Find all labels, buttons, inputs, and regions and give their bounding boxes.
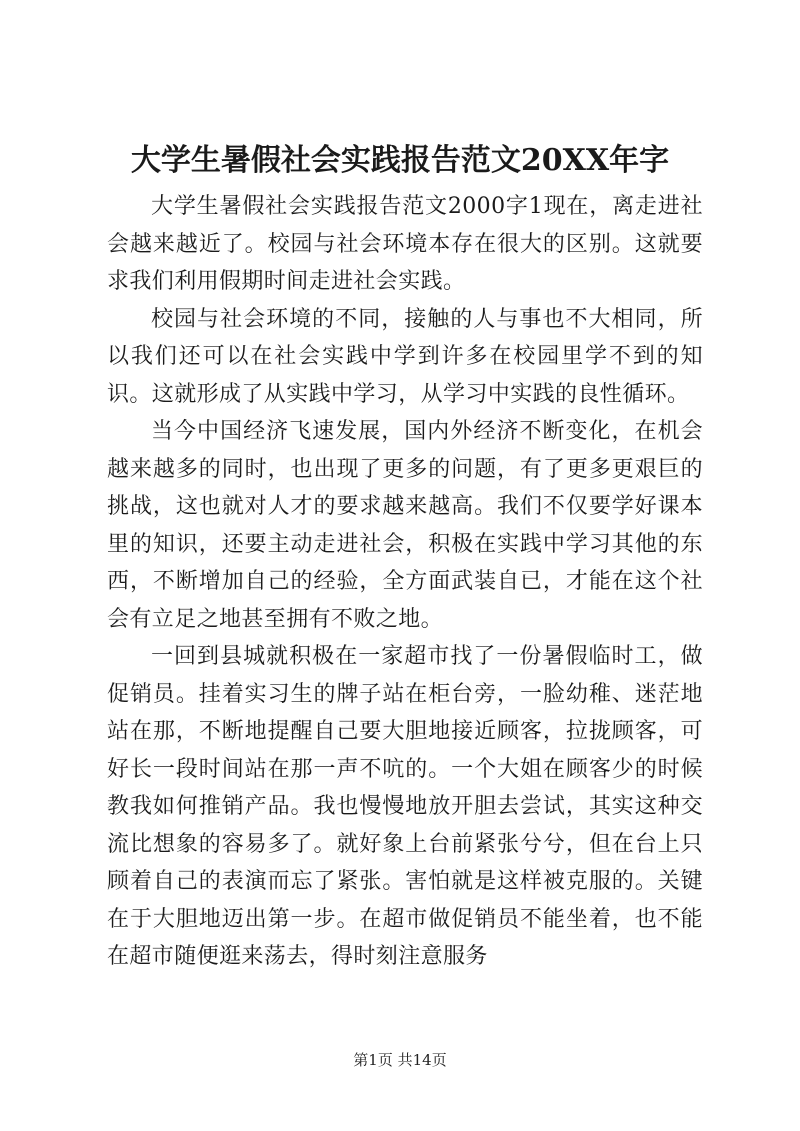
- paragraph-2: 校园与社会环境的不同，接触的人与事也不大相同，所以我们还可以在社会实践中学到许多在校园里学不到的知识。这就形成了从实践中学习，从学习中实践的良性循环。: [107, 306, 703, 407]
- document-title: 大学生暑假社会实践报告范文20XX年字: [130, 143, 670, 178]
- page-number-footer: 第1页 共14页: [353, 1051, 447, 1069]
- paragraph-4: 一回到县城就积极在一家超市找了一份暑假临时工，做促销员。挂着实习生的牌子站在柜台旁，一脸幼稚、迷茫地站在那，不断地提醒自己要大胆地接近顾客，拉拢顾客，可好长一段时间站在那一声不吭的。一个大姐在顾客少的时候教我如何推销产品。我也慢慢地放开胆去尝试，其实这种交流比想象的容易多了。就好象上台前紧张兮兮，但在台上只顾着自己的表演而忘了紧张。害怕就是这样被克服的。关键在于大胆地迈出第一步。在超市做促销员不能坐着，也不能在超市随便逛来荡去，得时刻注意服务: [107, 644, 703, 969]
- paragraph-3: 当今中国经济飞速发展，国内外经济不断变化，在机会越来越多的同时，也出现了更多的问题，有了更多更艰巨的挑战，这也就对人才的要求越来越高。我们不仅要学好课本里的知识，还要主动走进社会，积极在实践中学习其他的东西，不断增加自己的经验，全方面武装自已，才能在这个社会有立足之地甚至拥有不败之地。: [107, 419, 703, 632]
- document-body: [107, 188, 703, 976]
- paragraph-1: 大学生暑假社会实践报告范文2000字1现在，离走进社会越来越近了。校园与社会环境本存在很大的区别。这就要求我们利用假期时间走进社会实践。: [107, 194, 703, 294]
